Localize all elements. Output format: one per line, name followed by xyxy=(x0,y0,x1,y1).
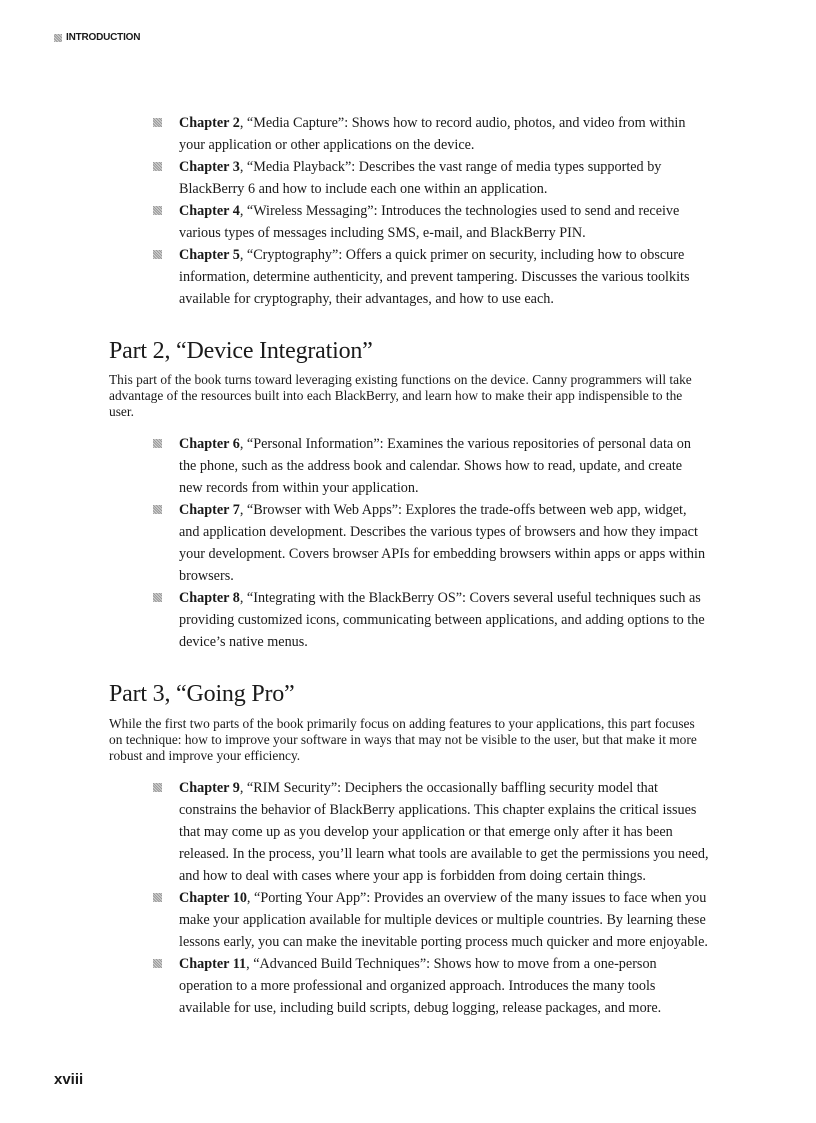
list-item xyxy=(153,244,709,310)
chapter-label: Chapter 9 xyxy=(179,780,240,796)
square-bullet-icon xyxy=(153,593,162,602)
chapter-label: Chapter 10 xyxy=(179,890,247,906)
list-item xyxy=(153,587,709,653)
list-item xyxy=(153,499,709,587)
chapter-description: , “Media Playback”: Describes the vast range of media types supported by BlackBerry 6 and how to include each one within an application. xyxy=(179,159,662,197)
square-bullet-icon xyxy=(153,783,162,792)
chapter-description: , “Porting Your App”: Provides an overview of the many issues to face when you make your application available for multiple devices or multiple countries. By learning these lessons early, you can make the inevitable porting process much quicker and more enjoyable. xyxy=(179,890,708,950)
chapter-label: Chapter 2 xyxy=(179,115,240,131)
square-bullet-icon xyxy=(153,439,162,448)
square-bullet-icon xyxy=(153,505,162,514)
square-bullet-icon xyxy=(153,893,162,902)
chapter-description: , “Advanced Build Techniques”: Shows how to move from a one-person operation to a more professional and organized approach. Introduces the many tools available for use, including build scripts, debug logging, release packages, and more. xyxy=(179,956,662,1016)
chapter-label: Chapter 7 xyxy=(179,502,240,518)
list-item xyxy=(153,433,709,499)
chapter-description: , “Browser with Web Apps”: Explores the trade-offs between web app, widget, and application development. Describes the various types of browsers and how they impact your development. Covers browser APIs for embedding browsers within apps or apps within browsers. xyxy=(179,502,706,584)
page-number: xviii xyxy=(54,1071,84,1088)
part-3-intro: While the first two parts of the book primarily focus on adding features to your applications, this part focuses on technique: how to improve your software in ways that may not be visible to the user, but that make it more robust and improve your efficiency. xyxy=(109,716,697,763)
running-head-text: INTRODUCTION xyxy=(66,32,141,43)
chapter-description: , “Integrating with the BlackBerry OS”: Covers several useful techniques such as providing customized icons, communicating between applications, and adding options to the device’s native menus. xyxy=(179,590,705,650)
chapter-label: Chapter 4 xyxy=(179,203,240,219)
list-item xyxy=(153,200,709,244)
chapter-description: , “Personal Information”: Examines the various repositories of personal data on the phone, such as the address book and calendar. Shows how to read, update, and create new records from within your application. xyxy=(179,436,691,496)
square-bullet-icon xyxy=(54,34,62,42)
list-item xyxy=(153,887,709,953)
list-item xyxy=(153,777,709,887)
chapter-list-part2 xyxy=(153,433,709,653)
part-2-intro: This part of the book turns toward leveraging existing functions on the device. Canny programmers will take advantage of the resources built into each BlackBerry, and learn how to make their app indispensible to the user. xyxy=(109,372,692,419)
chapter-description: , “Cryptography”: Offers a quick primer on security, including how to obscure information, determine authenticity, and prevent tampering. Discusses the various toolkits available for cryptography, their advantages, and how to use each. xyxy=(179,247,690,307)
square-bullet-icon xyxy=(153,959,162,968)
square-bullet-icon xyxy=(153,118,162,127)
list-item xyxy=(153,156,709,200)
chapter-description: , “RIM Security”: Deciphers the occasionally baffling security model that constrains the behavior of BlackBerry applications. This chapter explains the critical issues that may come up as you develop your application or that emerge only after it has been released. In the process, you’ll learn what tools are available to get the permissions you need, and how to deal with cases where your app is forbidden from doing certain things. xyxy=(179,780,709,884)
chapter-label: Chapter 5 xyxy=(179,247,240,263)
list-item xyxy=(153,112,709,156)
part-3-heading: Part 3, “Going Pro” xyxy=(109,681,295,707)
chapter-list-part1 xyxy=(153,112,709,310)
chapter-label: Chapter 8 xyxy=(179,590,240,606)
chapter-description: , “Wireless Messaging”: Introduces the technologies used to send and receive various types of messages including SMS, e-mail, and BlackBerry PIN. xyxy=(179,203,680,241)
list-item xyxy=(153,953,709,1019)
square-bullet-icon xyxy=(153,162,162,171)
part-2-heading: Part 2, “Device Integration” xyxy=(109,338,373,364)
chapter-description: , “Media Capture”: Shows how to record audio, photos, and video from within your application or other applications on the device. xyxy=(179,115,686,153)
running-head xyxy=(54,32,140,43)
chapter-list-part3 xyxy=(153,777,709,1019)
chapter-label: Chapter 3 xyxy=(179,159,240,175)
square-bullet-icon xyxy=(153,206,162,215)
square-bullet-icon xyxy=(153,250,162,259)
chapter-label: Chapter 6 xyxy=(179,436,240,452)
chapter-label: Chapter 11 xyxy=(179,956,247,972)
